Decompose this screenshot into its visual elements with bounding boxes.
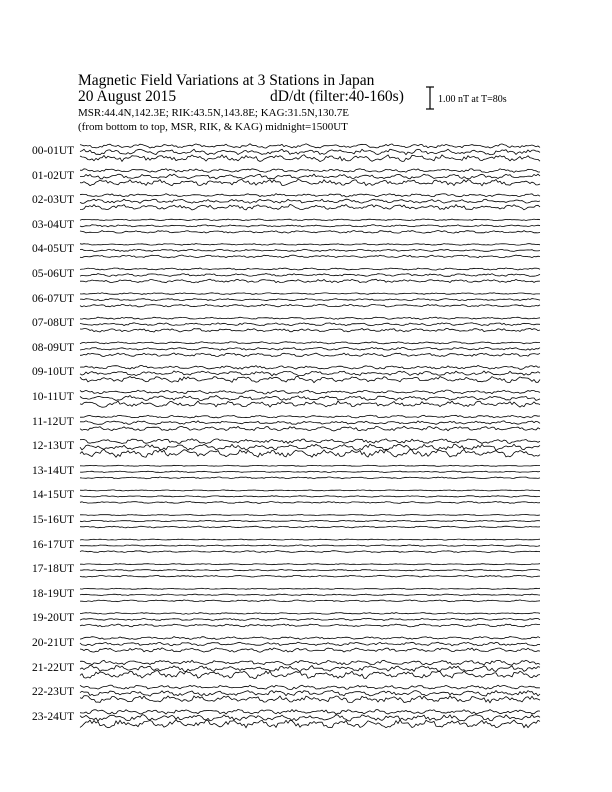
trace-KAG	[80, 588, 540, 589]
trace-KAG	[80, 439, 540, 444]
trace-KAG	[80, 539, 540, 540]
row-label: 05-06UT	[32, 268, 75, 280]
row-label: 18-19UT	[32, 587, 75, 600]
trace-RIK	[80, 323, 540, 326]
trace-MSR	[80, 426, 540, 431]
row-label: 08-09UT	[32, 341, 75, 354]
trace-KAG	[80, 293, 540, 295]
trace-RIK	[80, 444, 540, 450]
row-label: 07-08UT	[32, 317, 75, 330]
trace-KAG	[80, 564, 540, 565]
row-label: 06-07UT	[32, 292, 75, 305]
station-coordinates: MSR:44.4N,142.3E; RIK:43.5N,143.8E; KAG:31.5N,130.7E	[78, 107, 350, 119]
trace-MSR	[80, 477, 540, 479]
trace-MSR	[80, 551, 540, 553]
chart-date: 20 August 2015	[78, 88, 177, 105]
trace-MSR	[80, 255, 540, 258]
trace-MSR	[80, 304, 540, 307]
trace-RIK	[80, 618, 540, 620]
row-label: 16-17UT	[32, 538, 75, 551]
row-label: 10-11UT	[32, 391, 74, 403]
trace-MSR	[80, 526, 540, 528]
trace-MSR	[80, 179, 540, 185]
row-label: 19-20UT	[32, 612, 75, 625]
trace-KAG	[80, 637, 540, 640]
row-label: 22-23UT	[32, 686, 75, 699]
trace-RIK	[80, 520, 540, 521]
trace-RIK	[80, 371, 540, 376]
trace-RIK	[80, 299, 540, 301]
trace-RIK	[80, 149, 540, 155]
trace-MSR	[80, 279, 540, 283]
trace-MSR	[80, 696, 540, 703]
trace-MSR	[80, 328, 540, 332]
trace-RIK	[80, 396, 540, 401]
trace-RIK	[80, 642, 540, 646]
trace-KAG	[80, 685, 540, 689]
trace-KAG	[80, 660, 540, 665]
row-label: 17-18UT	[32, 563, 75, 576]
trace-KAG	[80, 613, 540, 615]
trace-MSR	[80, 205, 540, 210]
row-label: 02-03UT	[32, 194, 75, 207]
trace-MSR	[80, 353, 540, 357]
trace-RIK	[80, 225, 540, 227]
trace-KAG	[80, 244, 540, 246]
trace-RIK	[80, 274, 540, 277]
trace-KAG	[80, 465, 540, 466]
trace-MSR	[80, 648, 540, 652]
trace-RIK	[80, 570, 540, 571]
row-label: 23-24UT	[32, 710, 75, 723]
trace-MSR	[80, 624, 540, 627]
trace-KAG	[80, 515, 540, 516]
trace-KAG	[80, 390, 540, 394]
station-order-note: (from bottom to top, MSR, RIK, & KAG) midnight=1500UT	[78, 121, 348, 133]
trace-RIK	[80, 715, 540, 721]
trace-KAG	[80, 144, 540, 148]
row-label: 04-05UT	[32, 243, 75, 256]
trace-KAG	[80, 366, 540, 370]
trace-KAG	[80, 342, 540, 344]
row-label: 15-16UT	[32, 514, 75, 526]
row-label: 21-22UT	[32, 661, 75, 674]
trace-MSR	[80, 671, 540, 679]
trace-MSR	[80, 449, 540, 457]
trace-KAG	[80, 194, 540, 197]
trace-KAG	[80, 709, 540, 714]
trace-RIK	[80, 690, 540, 696]
scale-label: 1.00 nT at T=80s	[438, 94, 507, 105]
trace-RIK	[80, 249, 540, 251]
trace-RIK	[80, 199, 540, 203]
trace-RIK	[80, 496, 540, 497]
row-label: 11-12UT	[32, 415, 74, 428]
trace-RIK	[80, 174, 540, 179]
trace-KAG	[80, 415, 540, 418]
trace-KAG	[80, 169, 540, 173]
row-label: 13-14UT	[32, 464, 75, 477]
row-label: 03-04UT	[32, 218, 75, 231]
row-label: 09-10UT	[32, 366, 75, 379]
trace-MSR	[80, 401, 540, 407]
trace-KAG	[80, 490, 540, 491]
trace-MSR	[80, 376, 540, 382]
chart-title: Magnetic Field Variations at 3 Stations in Japan	[78, 72, 375, 89]
trace-KAG	[80, 317, 540, 319]
row-label: 14-15UT	[32, 489, 75, 502]
trace-KAG	[80, 219, 540, 221]
chart-quantity: dD/dt (filter:40-160s)	[270, 88, 404, 105]
trace-RIK	[80, 665, 540, 671]
trace-MSR	[80, 600, 540, 602]
row-label: 12-13UT	[32, 440, 75, 453]
row-label: 00-01UT	[32, 145, 75, 157]
trace-MSR	[80, 502, 540, 504]
trace-RIK	[80, 545, 540, 546]
row-label: 01-02UT	[32, 169, 75, 182]
trace-MSR	[80, 720, 540, 728]
trace-RIK	[80, 594, 540, 595]
trace-MSR	[80, 575, 540, 577]
trace-MSR	[80, 155, 540, 162]
row-label: 20-21UT	[32, 637, 75, 649]
trace-RIK	[80, 347, 540, 350]
trace-MSR	[80, 231, 540, 234]
trace-KAG	[80, 268, 540, 270]
trace-RIK	[80, 471, 540, 472]
trace-RIK	[80, 421, 540, 425]
